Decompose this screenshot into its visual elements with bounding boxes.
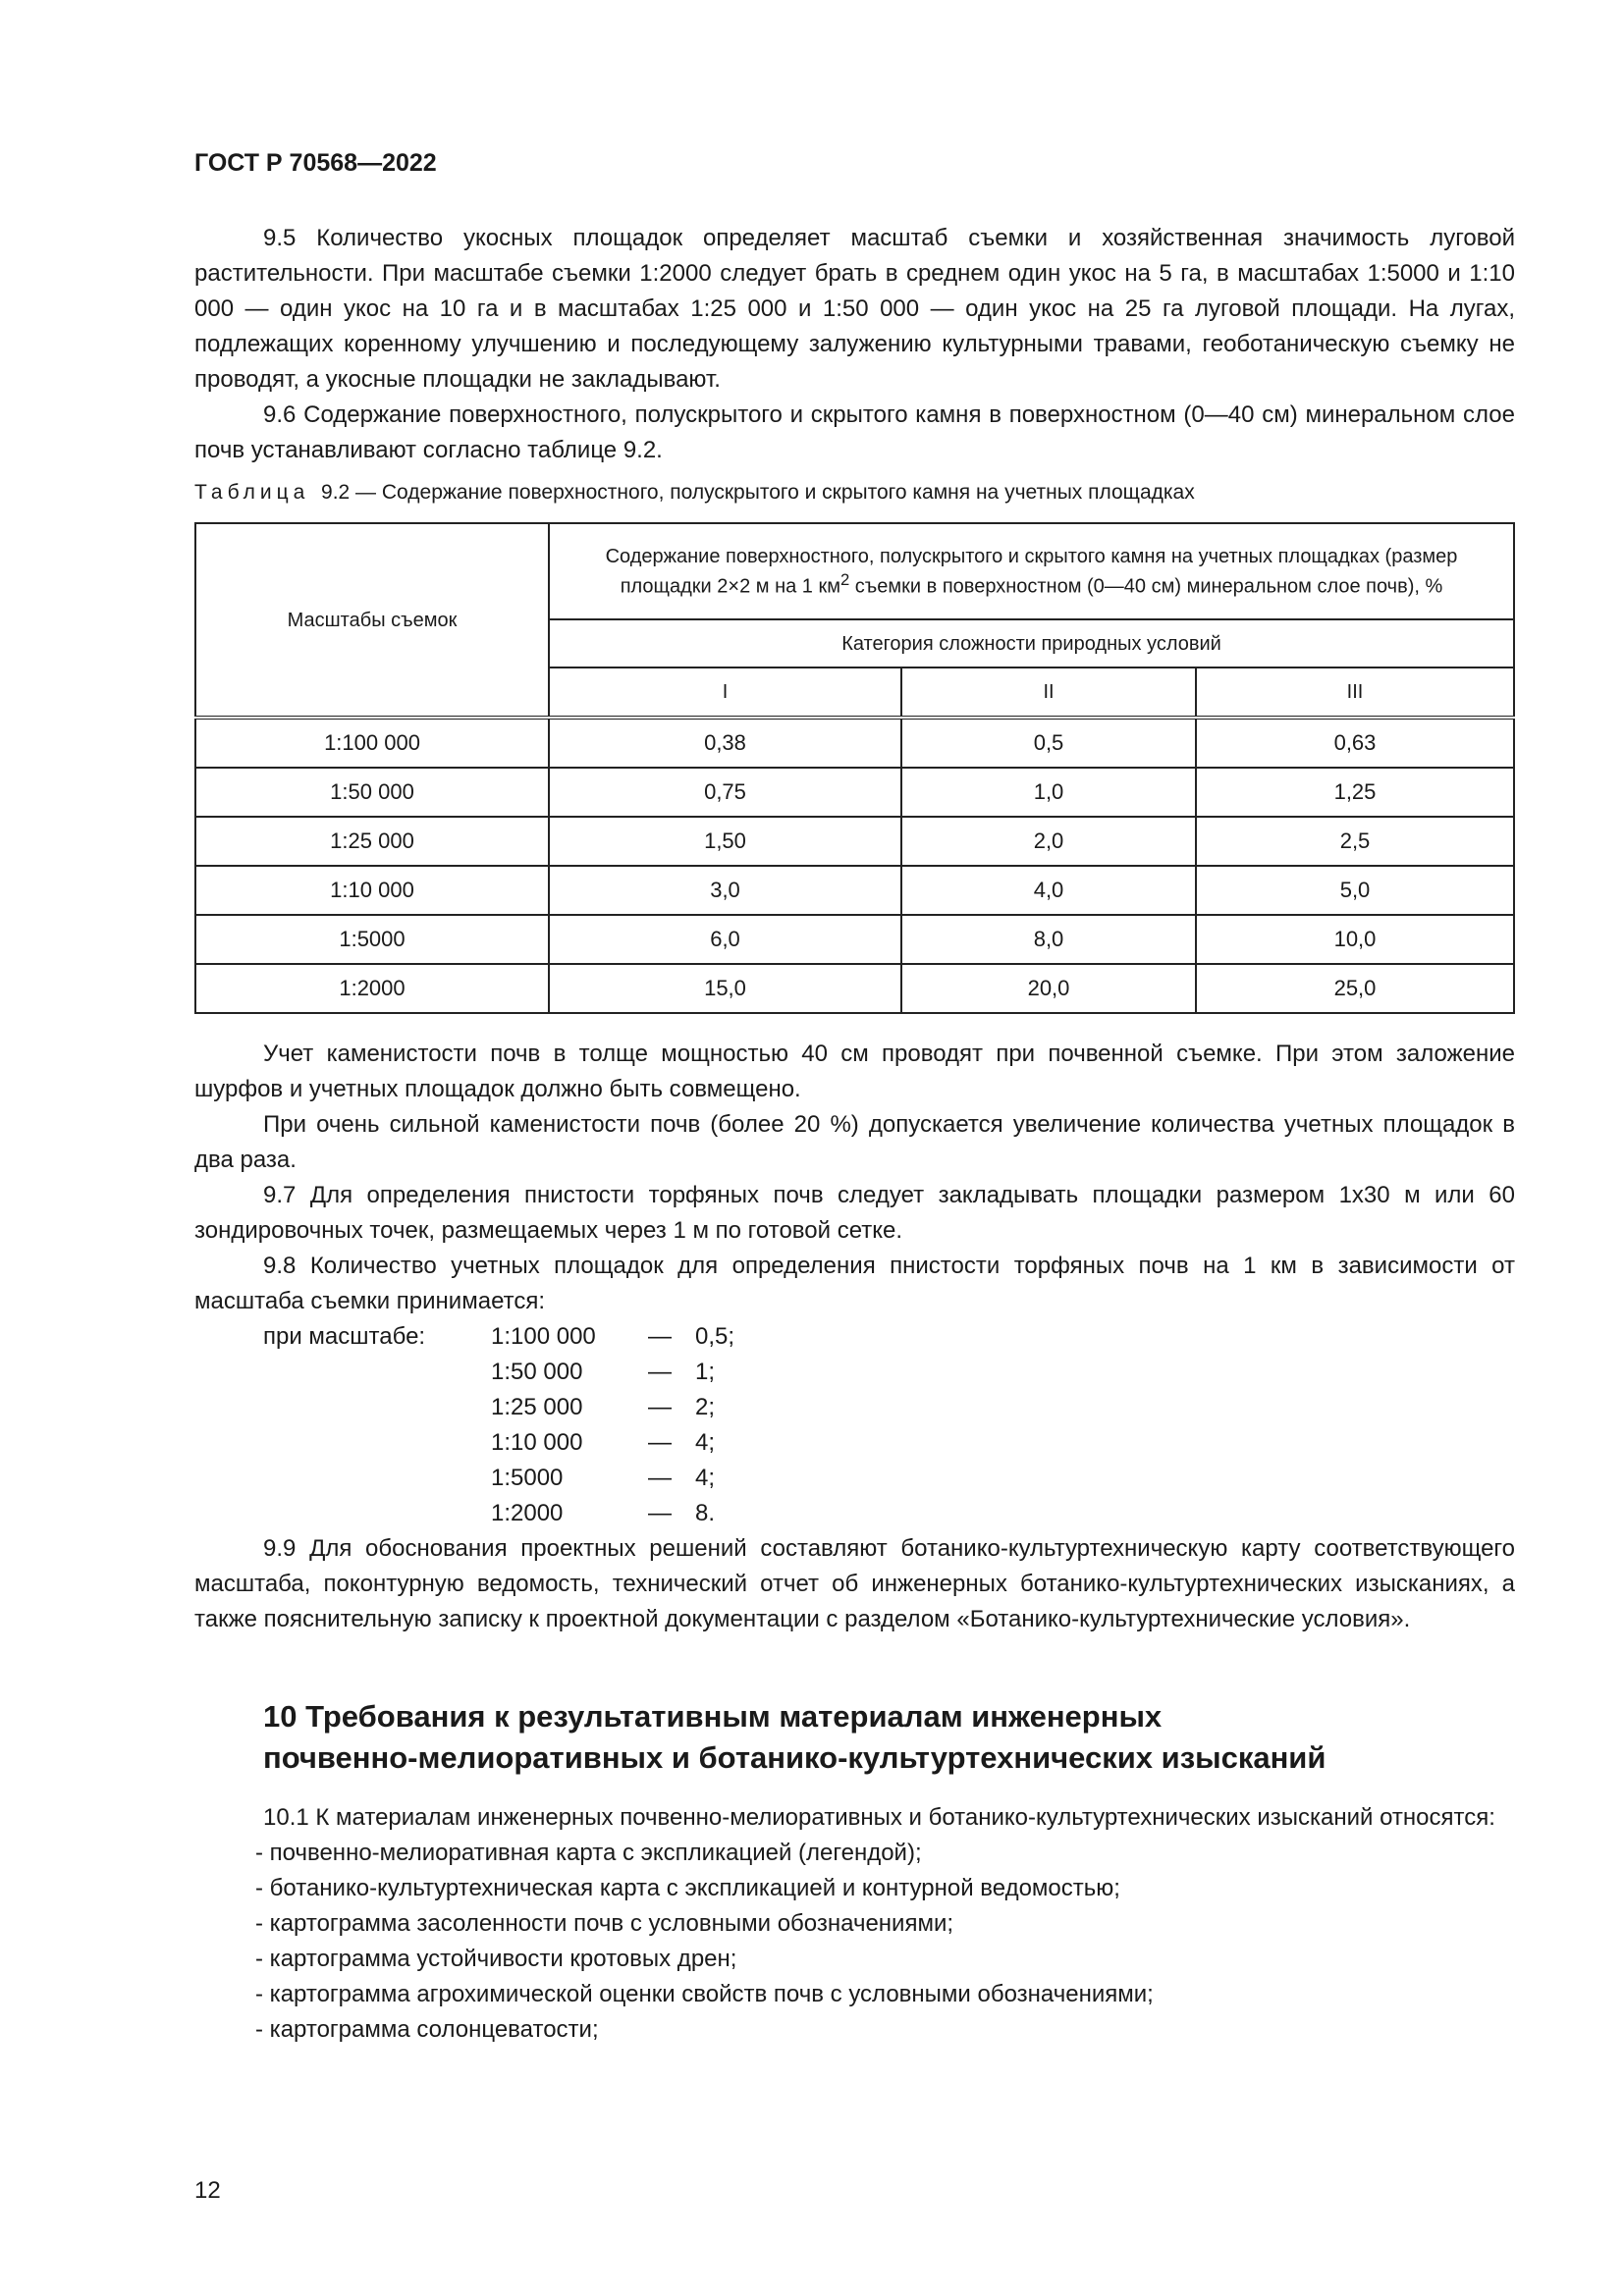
cell-value-2: 8,0	[901, 915, 1196, 964]
plots-count: 1;	[695, 1359, 716, 1385]
scale-value: 1:2000	[491, 1500, 564, 1526]
paragraphs-mid	[194, 1037, 1515, 1531]
scale-label	[194, 1425, 491, 1461]
header-category-1: I	[549, 667, 901, 718]
cell-value-3: 10,0	[1196, 915, 1514, 964]
cell-value-1: 0,38	[549, 718, 901, 768]
plots-count: 4;	[695, 1429, 716, 1456]
list-item: - почвенно-мелиоративная карта с экспликацией (легендой);	[255, 1840, 922, 1866]
header-content-text: Содержание поверхностного, полускрытого и скрытого камня на учетных площадках (размер площадки 2×2 м на 1 км	[605, 545, 1458, 598]
list-item: - картограмма солонцеватости;	[255, 2016, 599, 2043]
cell-value-1: 0,75	[549, 768, 901, 817]
cell-value-3: 1,25	[1196, 768, 1514, 817]
cell-value-1: 3,0	[549, 866, 901, 915]
plots-count: 2;	[695, 1394, 716, 1420]
table-caption-label: Таблица	[194, 481, 310, 504]
heading-line-1: 10 Требования к результативным материалам инженерных	[263, 1699, 1163, 1734]
cell-scale: 1:2000	[195, 964, 549, 1013]
paragraphs-top	[194, 221, 1515, 468]
scale-label	[194, 1390, 491, 1425]
page-number: 12	[194, 2177, 221, 2204]
cell-value-2: 0,5	[901, 718, 1196, 768]
paragraph-strong-stoniness: При очень сильной каменистости почв (более 20 %) допускается увеличение количества учетных площадок в два раза.	[194, 1111, 1515, 1173]
table-row	[195, 768, 1514, 817]
header-content	[549, 523, 1514, 619]
scale-label: при масштабе:	[263, 1323, 426, 1350]
header-category: Категория сложности природных условий	[549, 619, 1514, 667]
paragraph-stoniness: Учет каменистости почв в толще мощностью 40 см проводят при почвенной съемке. При этом заложение шурфов и учетных площадок должно быть совмещено.	[194, 1041, 1515, 1102]
header-scale: Масштабы съемок	[195, 523, 549, 718]
cell-value-3: 0,63	[1196, 718, 1514, 768]
dash: —	[648, 1500, 672, 1526]
cell-value-1: 1,50	[549, 817, 901, 866]
paragraph-9-9-block	[194, 1531, 1515, 1637]
scale-list-item	[194, 1496, 1515, 1531]
scale-list-item	[194, 1355, 1515, 1390]
header-content-tail: съемки в поверхностном (0—40 см) минеральном слое почв), %	[849, 575, 1443, 598]
cell-scale: 1:100 000	[195, 718, 549, 768]
scale-list-item	[194, 1319, 1515, 1355]
dash: —	[648, 1465, 672, 1491]
scale-value: 1:50 000	[491, 1359, 583, 1385]
scale-label	[194, 1496, 491, 1531]
cell-value-2: 4,0	[901, 866, 1196, 915]
scale-value: 1:10 000	[491, 1429, 583, 1456]
cell-value-3: 5,0	[1196, 866, 1514, 915]
table-caption-text: 9.2 — Содержание поверхностного, полускрытого и скрытого камня на учетных площадках	[321, 481, 1195, 504]
scale-list	[194, 1319, 1515, 1531]
cell-value-3: 2,5	[1196, 817, 1514, 866]
scale-value: 1:25 000	[491, 1394, 583, 1420]
scale-list-item	[194, 1461, 1515, 1496]
paragraph-9-6: 9.6 Содержание поверхностного, полускрытого и скрытого камня в поверхностном (0—40 см) минеральном слое почв устанавливают согласно таблице 9.2.	[194, 401, 1515, 463]
scale-list-item	[194, 1425, 1515, 1461]
section-10-heading	[194, 1696, 1515, 1779]
header-category-2: II	[901, 667, 1196, 718]
cell-scale: 1:10 000	[195, 866, 549, 915]
cell-value-1: 15,0	[549, 964, 901, 1013]
plots-count: 4;	[695, 1465, 716, 1491]
scale-label	[194, 1461, 491, 1496]
table-row	[195, 964, 1514, 1013]
list-item: - картограмма устойчивости кротовых дрен;	[255, 1946, 737, 1972]
dash: —	[648, 1394, 672, 1420]
scale-label	[194, 1355, 491, 1390]
materials-list	[194, 1836, 1515, 2048]
cell-value-2: 1,0	[901, 768, 1196, 817]
cell-scale: 1:5000	[195, 915, 549, 964]
scale-list-item	[194, 1390, 1515, 1425]
plots-count: 0,5;	[695, 1323, 735, 1350]
dash: —	[648, 1429, 672, 1456]
cell-value-3: 25,0	[1196, 964, 1514, 1013]
header-content-sup: 2	[839, 569, 850, 589]
table-row	[195, 718, 1514, 768]
paragraph-9-5: 9.5 Количество укосных площадок определяет масштаб съемки и хозяйственная значимость луговой растительности. При масштабе съемки 1:2000 следует брать в среднем один укос на 5 га, в масштабах 1:5000 и 1:10 000 — один укос на 10 га и в масштабах 1:25 000 и 1:50 000 — один укос на 25 га луговой площади. На лугах, подлежащих коренному улучшению и последующему залужению культурными травами, геоботаническую съемку не проводят, а укосные площадки не закладывают.	[194, 225, 1515, 393]
list-item: - ботанико-культуртехническая карта с экспликацией и контурной ведомостью;	[255, 1875, 1120, 1901]
cell-value-2: 20,0	[901, 964, 1196, 1013]
paragraph-9-7: 9.7 Для определения пнистости торфяных почв следует закладывать площадки размером 1х30 м или 60 зондировочных точек, размещаемых через 1 м по готовой сетке.	[194, 1182, 1515, 1244]
header-category-3: III	[1196, 667, 1514, 718]
paragraph-9-9: 9.9 Для обоснования проектных решений составляют ботанико-культуртехническую карту соответствующего масштаба, поконтурную ведомость, технический отчет об инженерных ботанико-культуртехнических изысканиях, а также пояснительную записку к проектной документации с разделом «Ботанико-культуртехнические условия».	[194, 1535, 1515, 1632]
table-row	[195, 817, 1514, 866]
scale-value: 1:5000	[491, 1465, 564, 1491]
cell-scale: 1:50 000	[195, 768, 549, 817]
document-header: ГОСТ Р 70568—2022	[194, 149, 437, 177]
cell-scale: 1:25 000	[195, 817, 549, 866]
paragraph-9-8: 9.8 Количество учетных площадок для определения пнистости торфяных почв на 1 км в зависимости от масштаба съемки принимается:	[194, 1253, 1515, 1314]
stone-content-table	[194, 522, 1515, 1014]
dash: —	[648, 1323, 672, 1350]
scale-value: 1:100 000	[491, 1323, 596, 1350]
list-item: - картограмма засоленности почв с условными обозначениями;	[255, 1910, 954, 1937]
paragraph-10-1: 10.1 К материалам инженерных почвенно-мелиоративных и ботанико-культуртехнических изысканий относятся:	[263, 1804, 1495, 1831]
heading-line-2: почвенно-мелиоративных и ботанико-культуртехнических изысканий	[263, 1740, 1326, 1775]
table-row	[195, 866, 1514, 915]
plots-count: 8.	[695, 1500, 716, 1526]
table-caption	[194, 481, 1515, 505]
cell-value-2: 2,0	[901, 817, 1196, 866]
dash: —	[648, 1359, 672, 1385]
table-row	[195, 915, 1514, 964]
list-item: - картограмма агрохимической оценки свойств почв с условными обозначениями;	[255, 1981, 1154, 2007]
section-10-body	[194, 1800, 1515, 2048]
cell-value-1: 6,0	[549, 915, 901, 964]
